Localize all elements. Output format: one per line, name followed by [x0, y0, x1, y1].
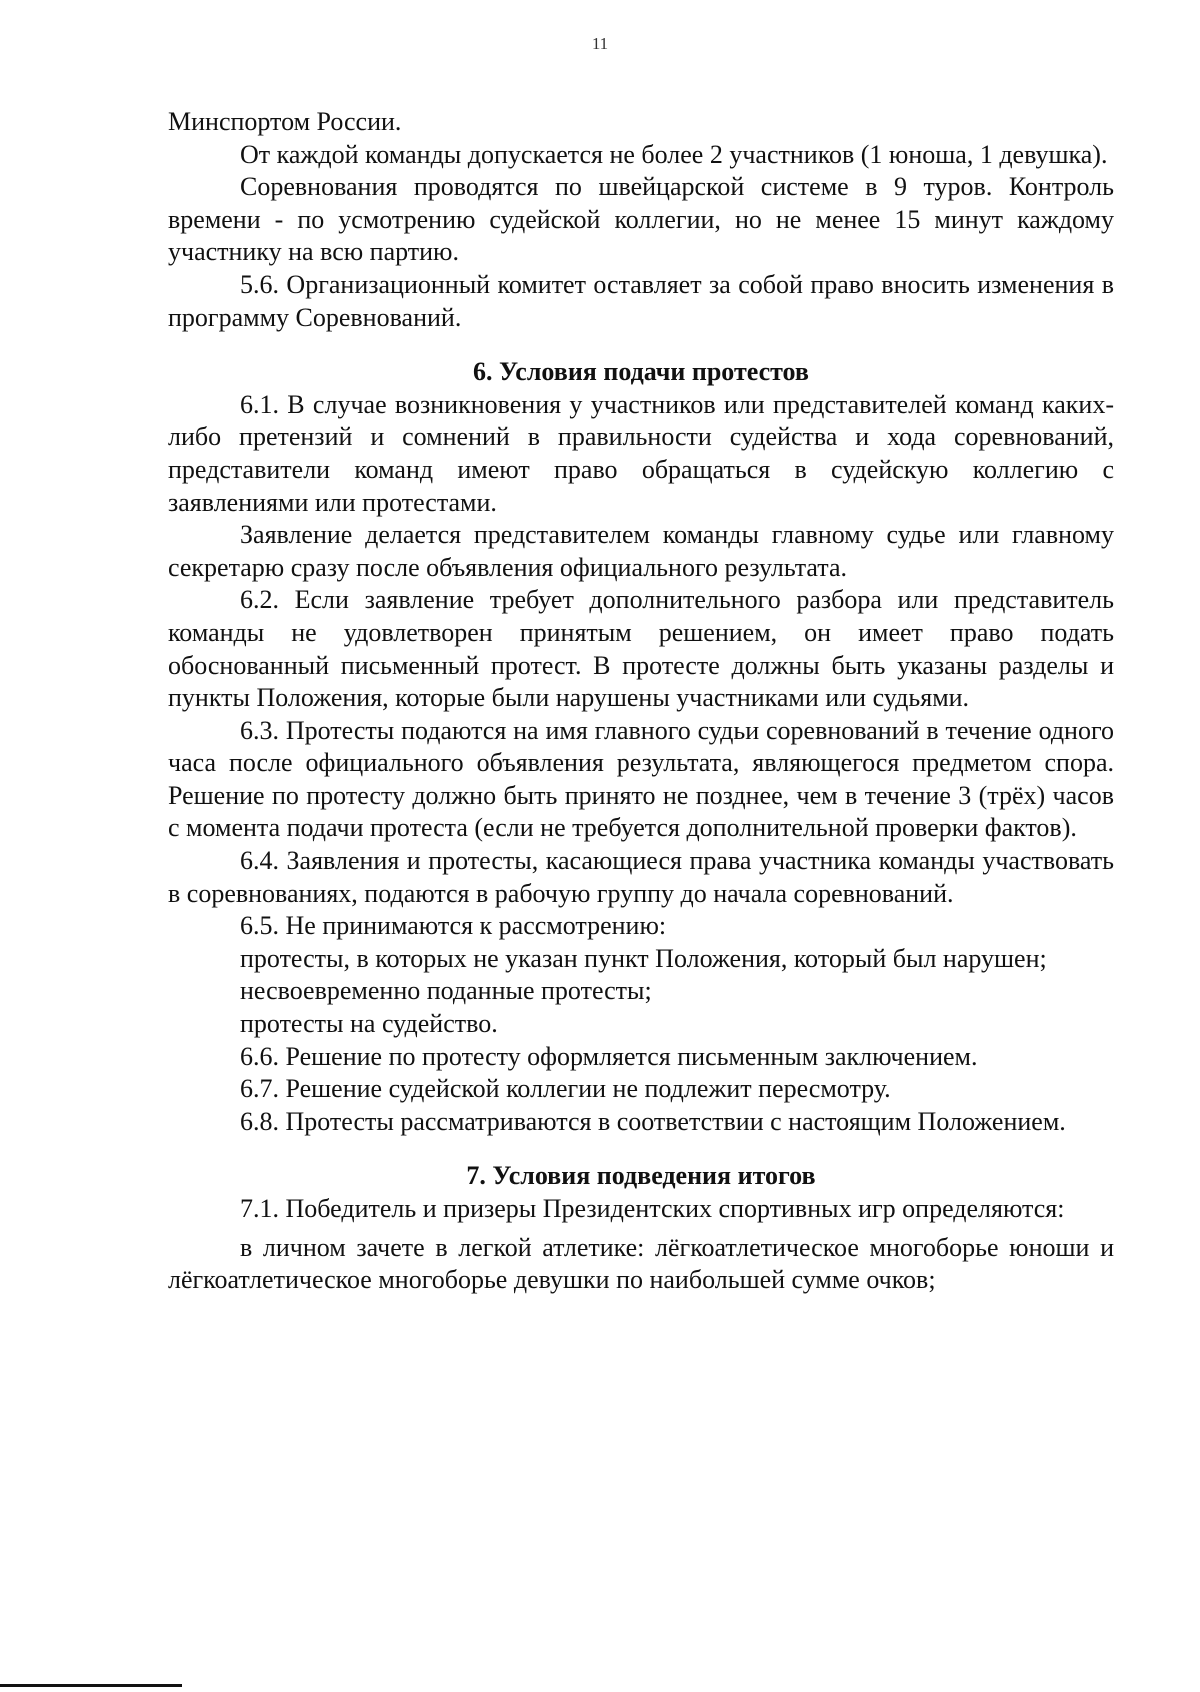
- footer-rule: [0, 1684, 182, 1687]
- document-body: [168, 106, 1114, 1297]
- paragraph-6-8: 6.8. Протесты рассматриваются в соответствии с настоящим Положением.: [240, 1106, 1066, 1136]
- paragraph-5-6: 5.6. Организационный комитет оставляет за собой право вносить изменения в программу Соревнований.: [168, 269, 1114, 332]
- paragraph-6-1: 6.1. В случае возникновения у участников или представителей команд каких-либо претензий и сомнений в правильности судейства и хода соревнований, представители команд имеют право обращаться в судейскую коллегию с заявлениями или протестами.: [168, 389, 1114, 517]
- list-item: протесты на судейство.: [240, 1009, 498, 1039]
- paragraph-6-7: 6.7. Решение судейской коллегии не подлежит пересмотру.: [240, 1074, 891, 1104]
- section-7-heading: 7. Условия подведения итогов: [466, 1161, 816, 1191]
- paragraph-participants: От каждой команды допускается не более 2 участников (1 юноша, 1 девушка).: [240, 139, 1108, 169]
- paragraph-swiss-system: Соревнования проводятся по швейцарской системе в 9 туров. Контроль времени - по усмотрению судейской коллегии, но не менее 15 минут каждому участнику на всю партию.: [168, 172, 1114, 267]
- paragraph-6-4: 6.4. Заявления и протесты, касающиеся права участника команды участвовать в соревнованиях, подаются в рабочую группу до начала соревнований.: [168, 846, 1114, 908]
- paragraph-6-3: 6.3. Протесты подаются на имя главного судьи соревнований в течение одного часа после официального объявления результата, являющегося предметом спора. Решение по протесту должно быть принято не позднее, чем в течение 3 (трёх) часов с момента подачи протеста (если не требуется дополнительной проверки фактов).: [168, 715, 1114, 843]
- paragraph-7-1: 7.1. Победитель и призеры Президентских спортивных игр определяются:: [240, 1194, 1065, 1223]
- page-number: 11: [591, 34, 609, 53]
- list-item: протесты, в которых не указан пункт Положения, который был нарушен;: [240, 943, 1047, 973]
- paragraph-6-6: 6.6. Решение по протесту оформляется письменным заключением.: [240, 1041, 978, 1071]
- paragraph-continuation: Минспортом России.: [168, 107, 402, 136]
- section-6-heading: 6. Условия подачи протестов: [473, 357, 809, 387]
- paragraph-7-1-individual: в личном зачете в легкой атлетике: лёгкоатлетическое многоборье юноши и лёгкоатлетическое многоборье девушки по наибольшей сумме очков;: [168, 1232, 1114, 1295]
- paragraph-6-1-statement: Заявление делается представителем команды главному судье или главному секретарю сразу после объявления официального результата.: [168, 520, 1114, 582]
- paragraph-6-5: 6.5. Не принимаются к рассмотрению:: [240, 911, 667, 941]
- list-item: несвоевременно поданные протесты;: [240, 976, 652, 1006]
- paragraph-6-2: 6.2. Если заявление требует дополнительного разбора или представитель команды не удовлетворен принятым решением, он имеет право подать обоснованный письменный протест. В протесте должны быть указаны разделы и пункты Положения, которые были нарушены участниками или судьями.: [168, 585, 1114, 713]
